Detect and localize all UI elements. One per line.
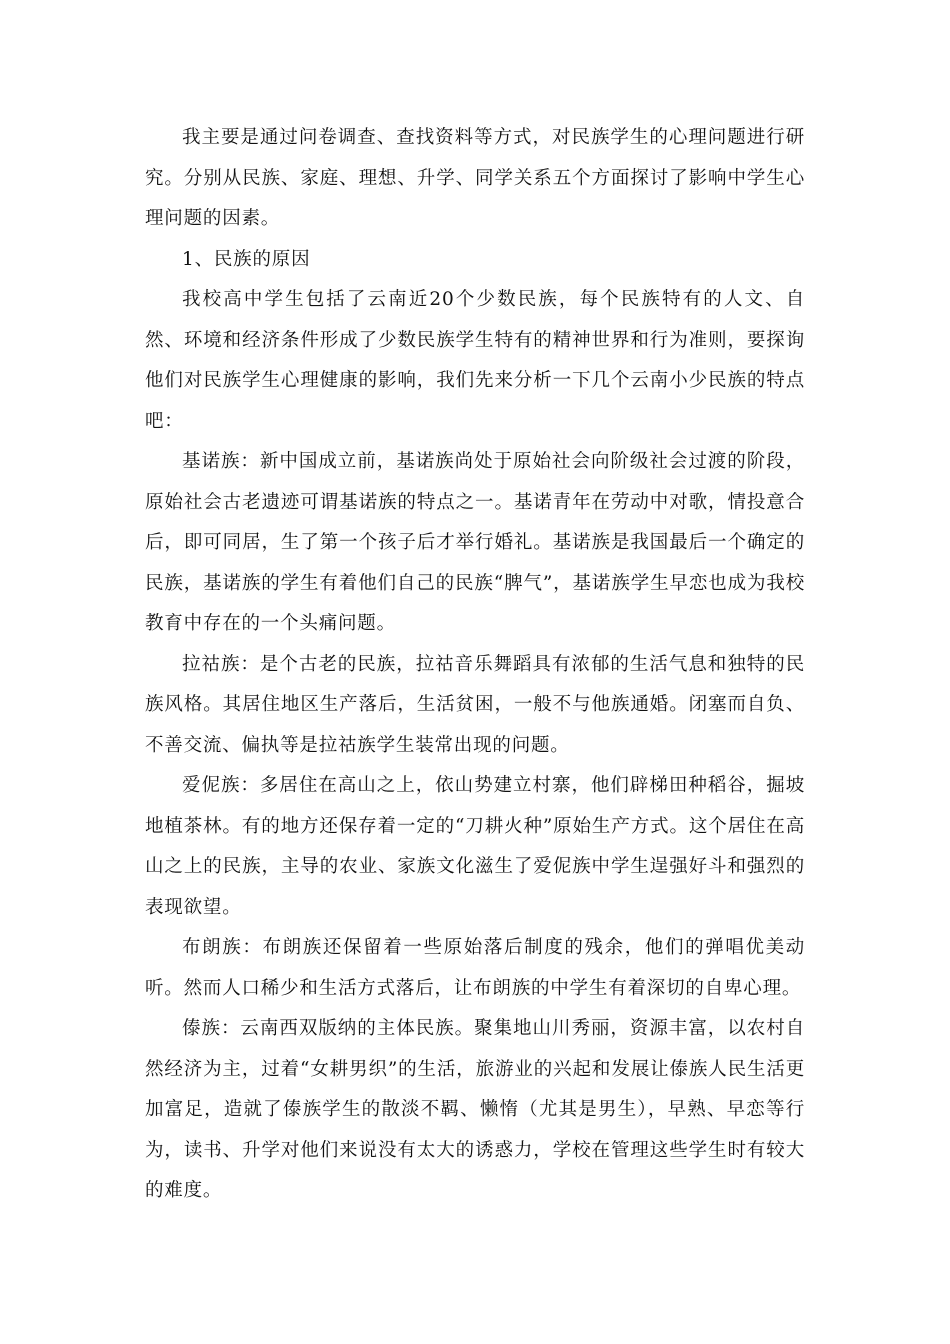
paragraph-intro: 我主要是通过问卷调查、查找资料等方式，对民族学生的心理问题进行研究。分别从民族、家庭、理想、升学、同学关系五个方面探讨了影响中学生心理问题的因素。 (145, 127, 805, 229)
section-heading: 1、民族的原因 (182, 248, 311, 270)
paragraph-lahu: 拉祜族：是个古老的民族，拉祜音乐舞蹈具有浓郁的生活气息和独特的民族风格。其居住地区生产落后，生活贫困，一般不与他族通婚。闭塞而自负、不善交流、偏执等是拉祜族学生装常出现的问题。 (145, 653, 805, 756)
paragraph-aini: 爱伲族：多居住在高山之上，依山势建立村寨，他们辟梯田种稻谷，掘坡地植茶林。有的地方还保存着一定的“刀耕火种”原始生产方式。这个居住在高山之上的民族，主导的农业、家族文化滋生了爱伲族中学生逞强好斗和强烈的表现欲望。 (145, 775, 805, 918)
paragraph-overview: 我校高中学生包括了云南近20个少数民族，每个民族特有的人文、自然、环境和经济条件形成了少数民族学生特有的精神世界和行为准则，要探询他们对民族学生心理健康的影响，我们先来分析一下几个云南小少民族的特点吧： (145, 289, 805, 432)
paragraph-bulang: 布朗族：布朗族还保留着一些原始落后制度的残余，他们的弹唱优美动听。然而人口稀少和生活方式落后，让布朗族的中学生有着深切的自卑心理。 (145, 937, 805, 999)
document-page (145, 118, 805, 1212)
paragraph-dai: 傣族：云南西双版纳的主体民族。聚集地山川秀丽，资源丰富，以农村自然经济为主，过着“女耕男织”的生活，旅游业的兴起和发展让傣族人民生活更加富足，造就了傣族学生的散淡不羁、懒惰（尤其是男生），早熟、早恋等行为，读书、升学对他们来说没有太大的诱惑力，学校在管理这些学生时有较大的难度。 (145, 1018, 805, 1201)
paragraph-jinuo: 基诺族：新中国成立前，基诺族尚处于原始社会向阶级社会过渡的阶段，原始社会古老遗迹可谓基诺族的特点之一。基诺青年在劳动中对歌，情投意合后，即可同居，生了第一个孩子后才举行婚礼。基诺族是我国最后一个确定的民族，基诺族的学生有着他们自己的民族“脾气”，基诺族学生早恋也成为我校教育中存在的一个头痛问题。 (145, 451, 805, 634)
